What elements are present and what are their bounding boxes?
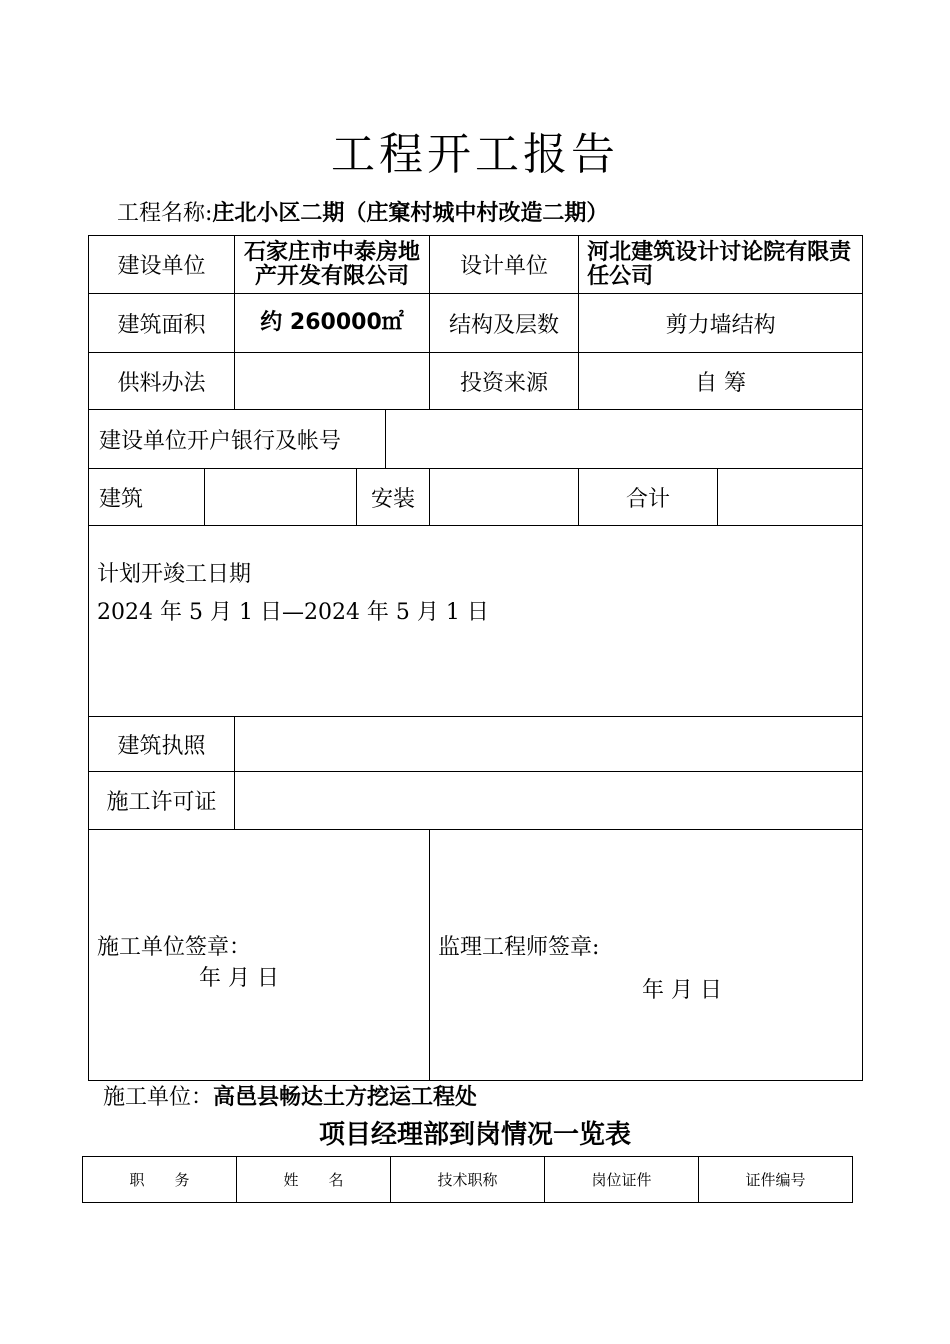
bank-label: 建设单位开户银行及帐号 (89, 410, 386, 469)
build-unit-label: 建设单位 (89, 236, 235, 294)
start-report-table (88, 235, 863, 1081)
page-title: 工程开工报告 (331, 129, 619, 180)
invest-value: 自 筹 (579, 353, 863, 410)
invest-label: 投资来源 (430, 353, 579, 410)
area-label: 建筑面积 (89, 294, 235, 353)
column-header: 姓 名 (237, 1157, 391, 1203)
project-name-label: 工程名称: (117, 201, 213, 226)
building-label: 建筑 (89, 469, 205, 526)
building-value (205, 469, 357, 526)
permit-label: 施工许可证 (89, 772, 235, 830)
contractor-label: 施工单位： (103, 1085, 214, 1110)
contractor-signature-cell (89, 830, 430, 1081)
bank-value (386, 410, 863, 469)
staff-table-header-row (83, 1157, 853, 1203)
supply-value (235, 353, 430, 410)
column-header: 职 务 (83, 1157, 237, 1203)
supervisor-date: 年 月 日 (642, 978, 723, 1003)
column-header: 证件编号 (699, 1157, 853, 1203)
plan-dates-value: 2024 年 5 月 1 日—2024 年 5 月 1 日 (97, 600, 489, 625)
structure-value: 剪力墙结构 (579, 294, 863, 353)
area-value: 约 260000㎡ (235, 294, 430, 353)
design-unit-label: 设计单位 (430, 236, 579, 294)
design-unit-value: 河北建筑设计讨论院有限责任公司 (579, 236, 863, 294)
license-label: 建筑执照 (89, 717, 235, 772)
contractor-value: 高邑县畅达土方挖运工程处 (213, 1085, 478, 1110)
project-name-line (117, 196, 608, 227)
install-label: 安装 (357, 469, 430, 526)
contractor-line (103, 1080, 477, 1111)
column-header: 岗位证件 (545, 1157, 699, 1203)
column-header: 技术职称 (391, 1157, 545, 1203)
contractor-sign-label: 施工单位签章： (97, 935, 252, 960)
build-unit-value: 石家庄市中泰房地产开发有限公司 (235, 236, 430, 294)
project-name-value: 庄北小区二期（庄窠村城中村改造二期） (212, 201, 609, 226)
plan-dates-label: 计划开竣工日期 (97, 562, 252, 587)
supply-label: 供料办法 (89, 353, 235, 410)
license-value (235, 717, 863, 772)
total-label: 合计 (579, 469, 718, 526)
install-value (430, 469, 579, 526)
structure-label: 结构及层数 (430, 294, 579, 353)
section-title: 项目经理部到岗情况一览表 (318, 1120, 631, 1150)
supervisor-signature-cell (430, 830, 863, 1081)
contractor-date: 年 月 日 (199, 966, 279, 991)
total-value (718, 469, 863, 526)
supervisor-sign-label: 监理工程师签章: (438, 935, 600, 960)
staff-table (82, 1156, 853, 1203)
permit-value (235, 772, 863, 830)
plan-dates-cell (89, 526, 863, 717)
